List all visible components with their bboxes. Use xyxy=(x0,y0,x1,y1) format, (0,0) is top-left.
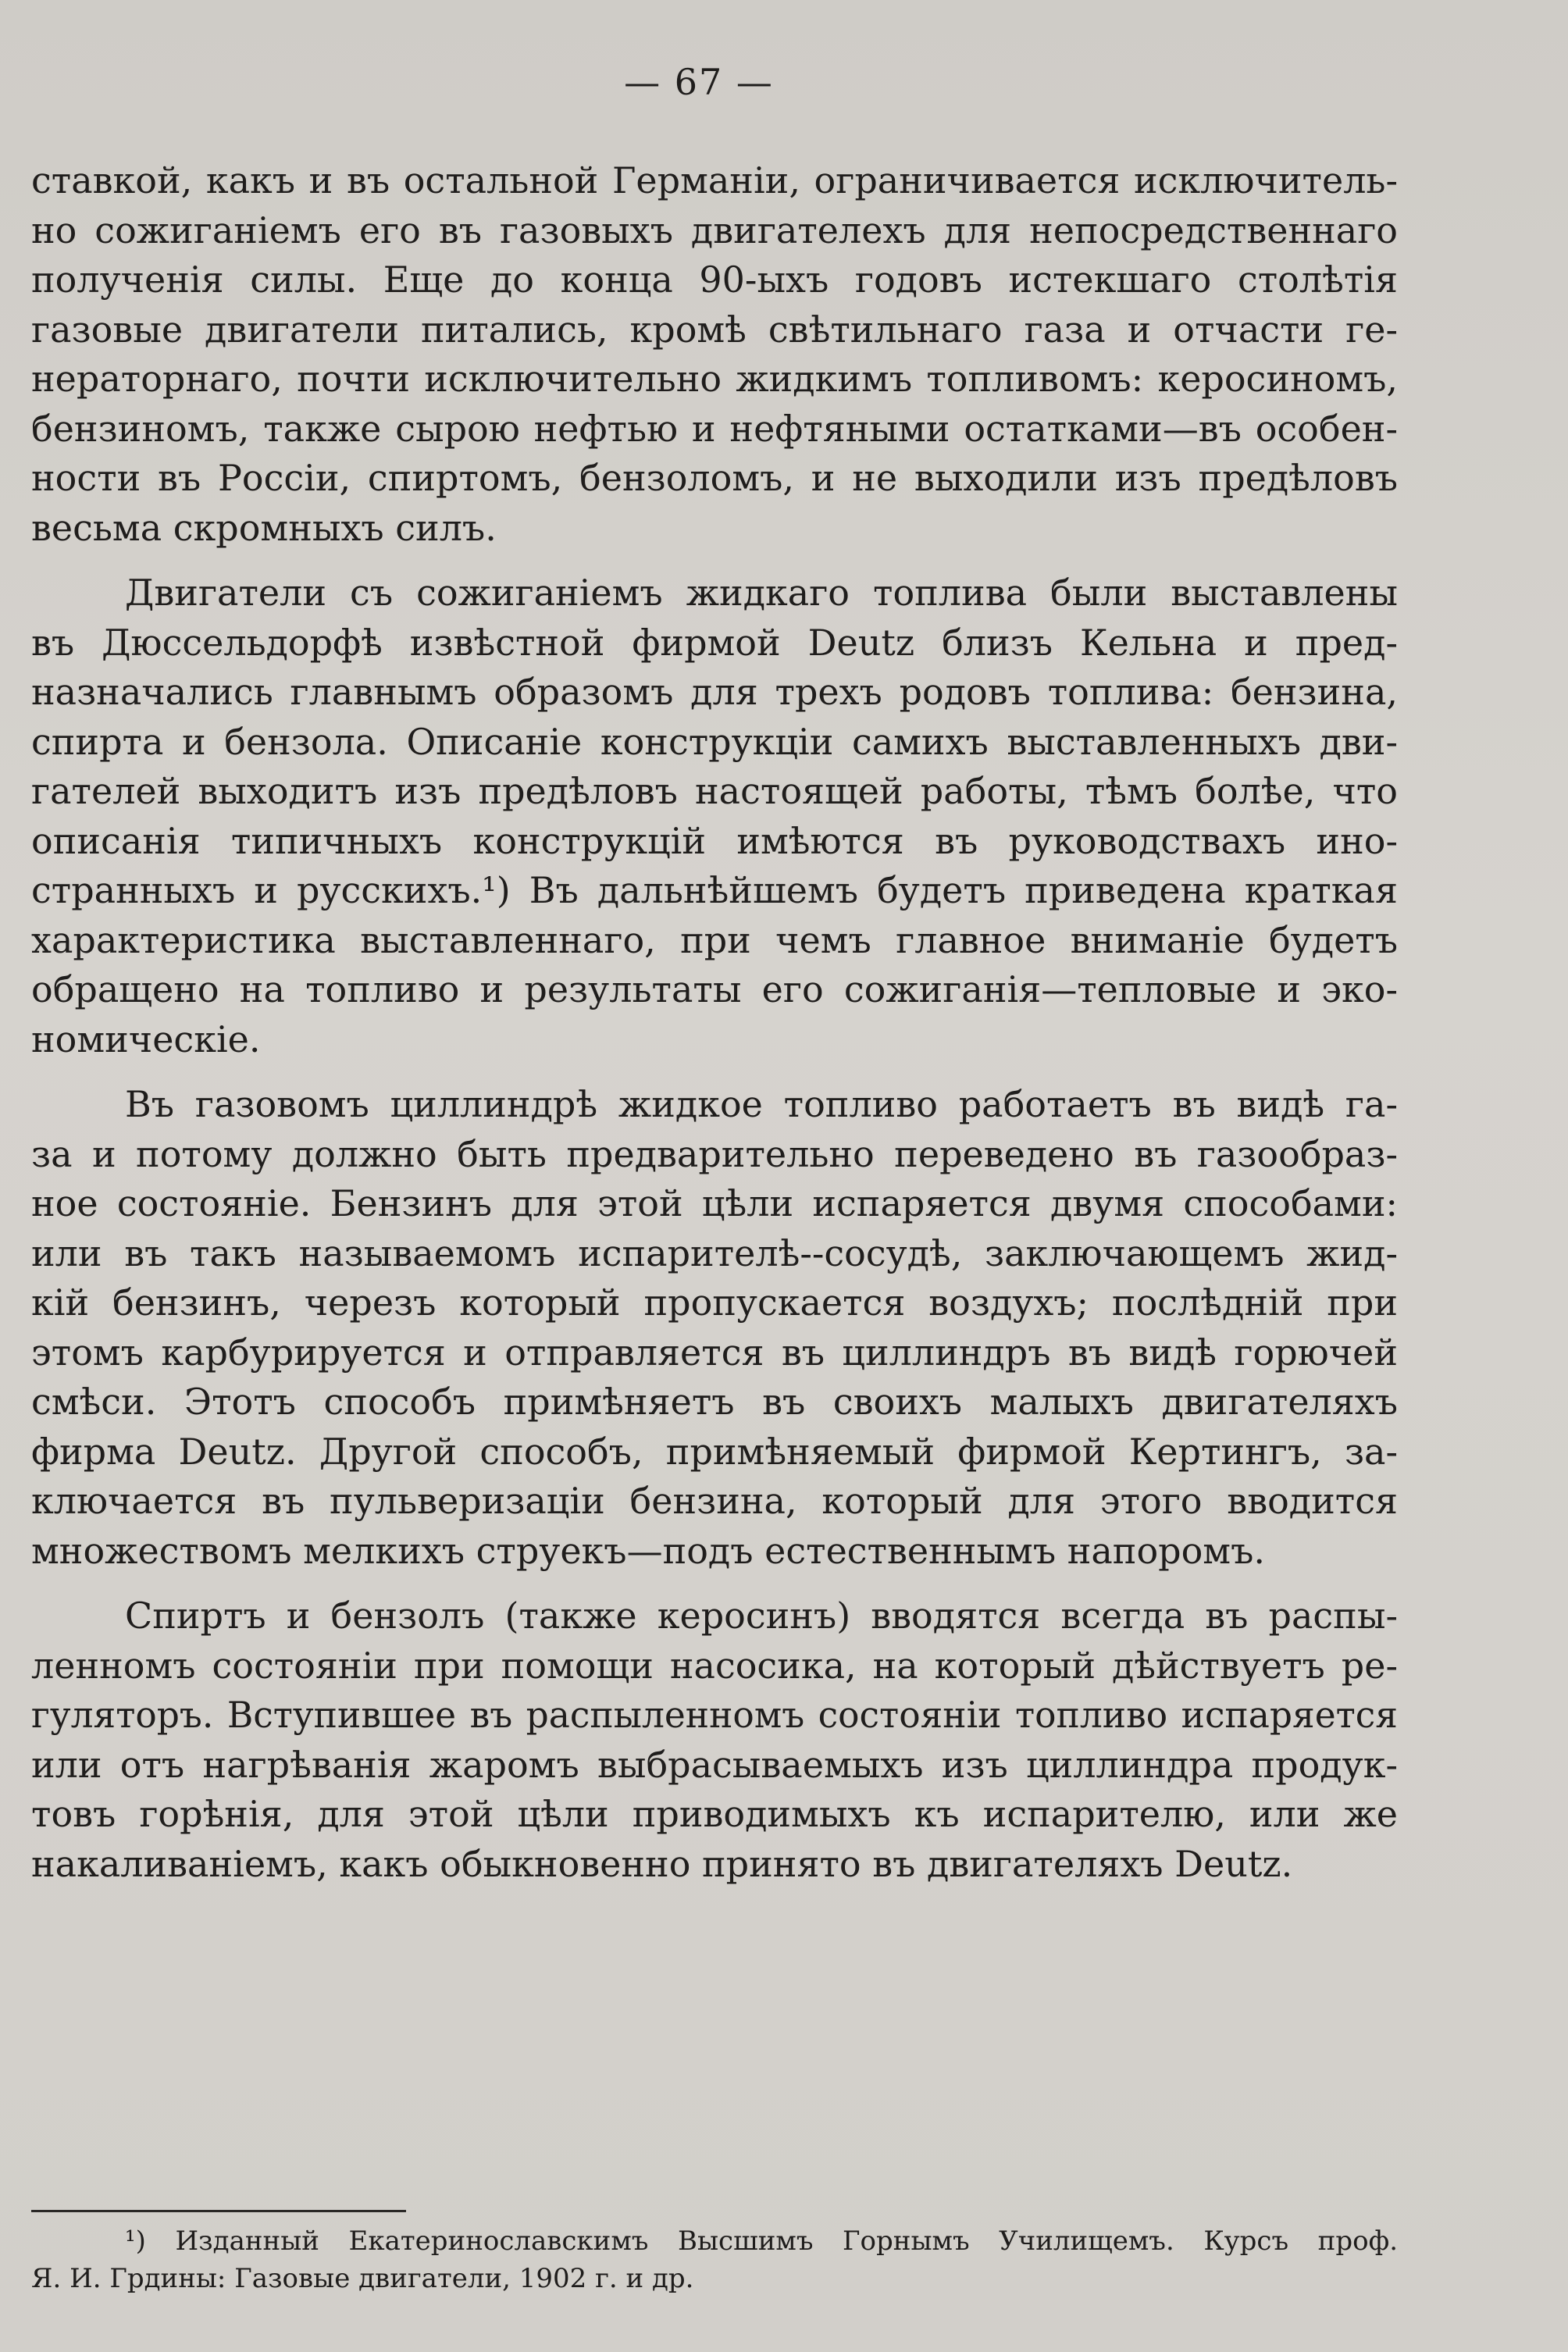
footnote-divider xyxy=(31,2210,406,2212)
paragraph-1 xyxy=(31,156,1398,553)
text-line: смѣси. Этотъ способъ примѣняетъ въ своихъ малыхъ двигателяхъ xyxy=(31,1381,1398,1423)
text-line: странныхъ и русскихъ.¹) Въ дальнѣйшемъ будетъ приведена краткая xyxy=(31,869,1398,911)
text-line: гателей выходитъ изъ предѣловъ настоящей работы, тѣмъ болѣе, что xyxy=(31,770,1398,812)
footnote-line: ¹) Изданный Екатеринославскимъ Высшимъ Горнымъ Училищемъ. Курсъ проф. xyxy=(125,2225,1398,2257)
text-line: или въ такъ называемомъ испарителѣ--сосудѣ, заключающемъ жид- xyxy=(31,1231,1398,1274)
text-line: Спиртъ и бензолъ (также керосинъ) вводятся всегда въ распы- xyxy=(125,1595,1398,1637)
text-line: кій бензинъ, черезъ который пропускается воздухъ; послѣдній при xyxy=(31,1281,1398,1324)
text-line: гуляторъ. Вступившее въ распыленномъ состояніи топливо испаряется xyxy=(31,1695,1398,1736)
text-line: характеристика выставленнаго, при чемъ главное вниманіе будетъ xyxy=(31,918,1398,961)
paragraph-4 xyxy=(31,1591,1398,1889)
text-line: этомъ карбурируется и отправляется въ циллиндръ въ видѣ горючей xyxy=(31,1331,1398,1374)
text-line: множествомъ мелкихъ струекъ—подъ естественнымъ напоромъ. xyxy=(31,1529,1265,1572)
text-line: но сожиганіемъ его въ газовыхъ двигателехъ для непосредственнаго xyxy=(31,208,1398,251)
text-line: обращено на топливо и результаты его сожиганія—тепловые и эко- xyxy=(31,968,1398,1010)
text-line: ставкой, какъ и въ остальной Германіи, ограничивается исключитель- xyxy=(31,159,1398,201)
text-line: бензиномъ, также сырою нефтью и нефтяными остатками—въ особен- xyxy=(31,407,1398,450)
paragraph-3 xyxy=(31,1080,1398,1576)
text-line: Въ газовомъ циллиндрѣ жидкое топливо работаетъ въ видѣ га- xyxy=(125,1083,1398,1125)
text-line: номическіе. xyxy=(31,1017,261,1060)
body-text xyxy=(31,156,1398,1889)
text-line: назначались главнымъ образомъ для трехъ родовъ топлива: бензина, xyxy=(31,671,1398,713)
text-line: накаливаніемъ, какъ обыкновенно принято въ двигателяхъ Deutz. xyxy=(31,1842,1293,1885)
text-line: Двигатели съ сожиганіемъ жидкаго топлива были выставлены xyxy=(125,572,1398,614)
text-line: спирта и бензола. Описаніе конструкціи самихъ выставленныхъ дви- xyxy=(31,720,1398,763)
text-line: или отъ нагрѣванія жаромъ выбрасываемыхъ изъ циллиндра продук- xyxy=(31,1743,1398,1786)
text-line: описанія типичныхъ конструкцій имѣются въ руководствахъ ино- xyxy=(31,819,1398,862)
text-line: ности въ Россіи, спиртомъ, бензоломъ, и не выходили изъ предѣловъ xyxy=(31,457,1398,499)
text-line: весьма скромныхъ силъ. xyxy=(31,506,497,549)
page-number: — 67 — xyxy=(624,61,774,103)
text-line: ленномъ состояніи при помощи насосика, на который дѣйствуетъ ре- xyxy=(31,1644,1398,1687)
paragraph-2 xyxy=(31,568,1398,1064)
text-line: въ Дюссельдорфѣ извѣстной фирмой Deutz близъ Кельна и пред- xyxy=(31,621,1398,664)
text-line: полученія силы. Еще до конца 90-ыхъ годовъ истекшаго столѣтія xyxy=(31,258,1398,301)
text-line: нераторнаго, почти исключительно жидкимъ топливомъ: керосиномъ, xyxy=(31,358,1398,400)
footnote xyxy=(31,2222,1398,2297)
footnote-line: Я. И. Грдины: Газовые двигатели, 1902 г. и др. xyxy=(31,2263,694,2294)
text-line: за и потому должно быть предварительно переведено въ газообраз- xyxy=(31,1132,1398,1175)
text-line: ное состояніе. Бензинъ для этой цѣли испаряется двумя способами: xyxy=(31,1182,1398,1224)
text-line: фирма Deutz. Другой способъ, примѣняемый фирмой Кертингъ, за- xyxy=(31,1430,1398,1473)
text-line: газовые двигатели питались, кромѣ свѣтильнаго газа и отчасти ге- xyxy=(31,308,1398,351)
text-line: товъ горѣнія, для этой цѣли приводимыхъ къ испарителю, или же xyxy=(31,1793,1398,1835)
text-line: ключается въ пульверизаціи бензина, который для этого вводится xyxy=(31,1480,1398,1522)
